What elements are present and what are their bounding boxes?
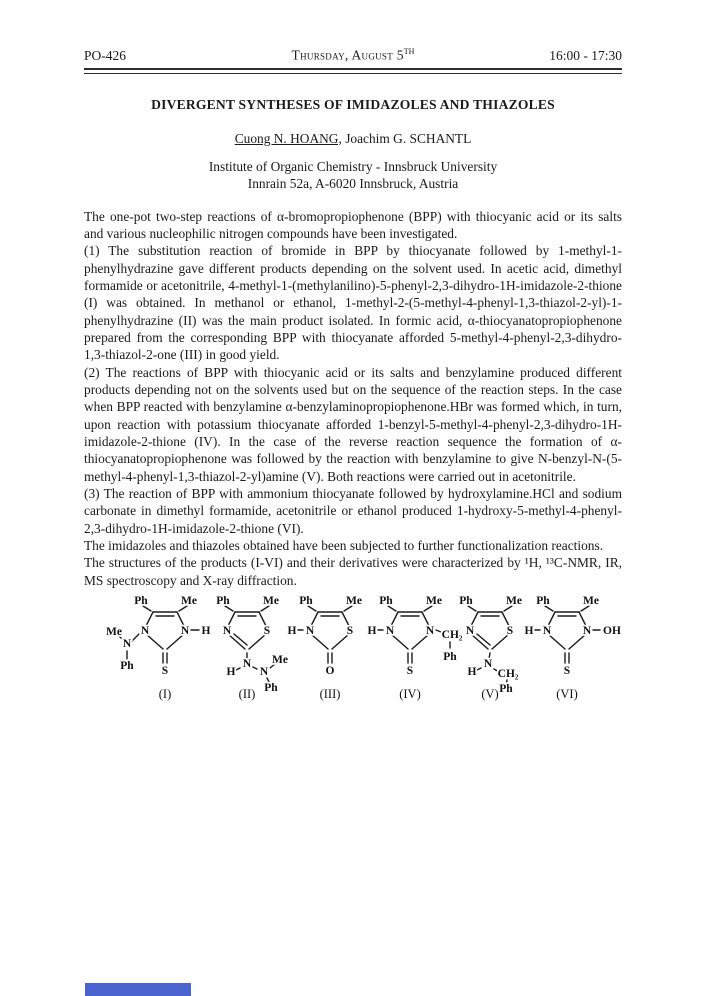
ring-s-label: S bbox=[506, 625, 514, 637]
ring-n3-label: N bbox=[180, 625, 190, 637]
exo-n-label: N bbox=[122, 638, 132, 650]
abstract-page bbox=[84, 0, 622, 589]
ring-n3-label: N bbox=[425, 625, 435, 637]
phenyl-label: Ph bbox=[459, 595, 473, 607]
thione-s-label: S bbox=[406, 665, 414, 677]
nh-label: H bbox=[201, 625, 211, 637]
methyl-label: Me bbox=[506, 595, 522, 607]
nh-label: H bbox=[287, 625, 297, 637]
session-date-text: Thursday, August 5 bbox=[291, 47, 404, 63]
structures-figure bbox=[0, 585, 704, 720]
benzyl-ph-label: Ph bbox=[499, 683, 513, 695]
abstract-paragraph-characterization: The structures of the products (I-VI) and their derivatives were characterized by ¹H, ¹³C-NMR, IR, MS spectroscopy and X-ray diffraction. bbox=[84, 555, 622, 588]
benzyl-ch2-label: CH₂ bbox=[441, 629, 463, 641]
abstract-paragraph-2: (2) The reactions of BPP with thiocyanic acid or its salts and benzylamine produced different products depending not on the solvents used but on the sequence of the reaction steps. In the case when BPP reacted with benzylamine α-benzylaminopropiophenone.HBr was formed which, in turn, upon reaction with potassium thiocyanate afforded 1-benzyl-5-methyl-4-phenyl-2,3-dihydro-1H-imidazole-2-thione (IV). In the case of the reverse reaction sequence the formation of α-thiocyanatopropiophenone was followed by the reaction with benzylamine to give N-benzyl-N-(5-methyl-4-phenyl-1,3-thiazol-2-yl)amine (V). Both reactions were carried out in acetonitrile. bbox=[84, 364, 622, 484]
affiliation-line1: Institute of Organic Chemistry - Innsbruck University bbox=[208, 158, 498, 174]
roman-label-II: (II) bbox=[238, 687, 256, 701]
ketone-o-label: O bbox=[325, 665, 335, 677]
amine-n-label: N bbox=[483, 658, 493, 670]
abstract-paragraph-3: (3) The reaction of BPP with ammonium thiocyanate followed by hydroxylamine.HCl and sodium carbonate in dimethyl formamide, acetonitrile or ethanol produced 1-hydroxy-5-methyl-4-phenyl-2,3-dihydro-1H-imidazole-2-thione (VI). bbox=[84, 486, 622, 536]
n-phenyl-label: Ph bbox=[264, 682, 278, 694]
structure-VI bbox=[507, 585, 621, 707]
nh-label: H bbox=[226, 666, 236, 678]
ring-n1-label: N bbox=[542, 625, 552, 637]
methyl-label: Me bbox=[583, 595, 599, 607]
ring-s-label: S bbox=[263, 625, 271, 637]
roman-label-III: (III) bbox=[319, 687, 341, 701]
roman-label-V: (V) bbox=[481, 687, 499, 701]
phenyl-label: Ph bbox=[134, 595, 148, 607]
poster-code: PO-426 bbox=[84, 47, 127, 63]
affiliation bbox=[84, 158, 622, 193]
ring-n-label: N bbox=[222, 625, 232, 637]
abstract-paragraph-summary: The imidazoles and thiazoles obtained have been subjected to further functionalization reactions. bbox=[84, 538, 604, 554]
n-methyl-label: Me bbox=[272, 654, 288, 666]
header-double-rule bbox=[84, 68, 622, 74]
abstract-body bbox=[84, 208, 622, 590]
nh-label: H bbox=[467, 666, 477, 678]
page-title: DIVERGENT SYNTHESES OF IMIDAZOLES AND THIAZOLES bbox=[151, 96, 555, 112]
thione-s-label: S bbox=[563, 665, 571, 677]
benzyl-ph-label: Ph bbox=[443, 651, 457, 663]
abstract-paragraph-intro: The one-pot two-step reactions of α-bromopropiophenone (BPP) with thiocyanic acid or its salts and various nucleophilic nitrogen compounds have been investigated. bbox=[84, 208, 622, 241]
date-ordinal-suffix: TH bbox=[403, 47, 415, 56]
ring-s-label: S bbox=[346, 625, 354, 637]
methyl-label: Me bbox=[181, 595, 197, 607]
nh-label: H bbox=[524, 625, 534, 637]
methyl-label: Me bbox=[346, 595, 362, 607]
affiliation-line2: Innrain 52a, A-6020 Innsbruck, Austria bbox=[247, 176, 459, 191]
phenyl-label: Ph bbox=[536, 595, 550, 607]
session-date bbox=[292, 47, 415, 64]
thione-s-label: S bbox=[161, 665, 169, 677]
abstract-paragraph-1: (1) The substitution reaction of bromide in BPP by thiocyanate followed by 1-methyl-1-phenylhydrazine gave different products depending on the solvent used. In acetic acid, dimethyl formamide or acetonitrile, 4-methyl-1-(methylanilino)-5-phenyl-2,3-dihydro-1H-imidazole-2-thione (I) was obtained. In methanol or ethanol, 1-methyl-2-(5-methyl-4-phenyl-1,3-thiazol-2-yl)-1-phenylhydrazine (II) was the main product isolated. In formic acid, α-thiocyanatopropiophenone prepared from the corresponding BPP with thiocyanate afforded 5-methyl-4-phenyl-2,3-dihydro-1,3-thiazol-2-one (III) in good yield. bbox=[84, 243, 622, 363]
footer-highlight-bar bbox=[85, 983, 191, 996]
exo-me-label: Me bbox=[106, 626, 122, 638]
roman-label-IV: (IV) bbox=[399, 687, 421, 701]
ring-n-label: N bbox=[305, 625, 315, 637]
ring-n-label: N bbox=[465, 625, 475, 637]
phenyl-label: Ph bbox=[216, 595, 230, 607]
methyl-label: Me bbox=[263, 595, 279, 607]
coauthor: Joachim G. SCHANTL bbox=[341, 130, 472, 146]
ring-n1-label: N bbox=[140, 625, 150, 637]
authors-line bbox=[84, 131, 622, 147]
nh-label: H bbox=[367, 625, 377, 637]
page-header bbox=[84, 47, 622, 64]
phenyl-label: Ph bbox=[379, 595, 393, 607]
hydrazine-n2-label: N bbox=[259, 666, 269, 678]
roman-label-VI: (VI) bbox=[556, 687, 578, 701]
roman-label-I: (I) bbox=[158, 687, 172, 701]
benzyl-ch2-label: CH₂ bbox=[497, 668, 519, 680]
ring-n1-label: N bbox=[385, 625, 395, 637]
presenting-author: Cuong N. HOANG, bbox=[234, 130, 342, 146]
ring-n3-label: N bbox=[582, 625, 592, 637]
hydrazine-n1-label: N bbox=[242, 658, 252, 670]
phenyl-label: Ph bbox=[299, 595, 313, 607]
exo-ph-label: Ph bbox=[120, 660, 134, 672]
session-time: 16:00 - 17:30 bbox=[549, 47, 622, 63]
hydroxy-label: OH bbox=[603, 625, 621, 637]
methyl-label: Me bbox=[426, 595, 442, 607]
